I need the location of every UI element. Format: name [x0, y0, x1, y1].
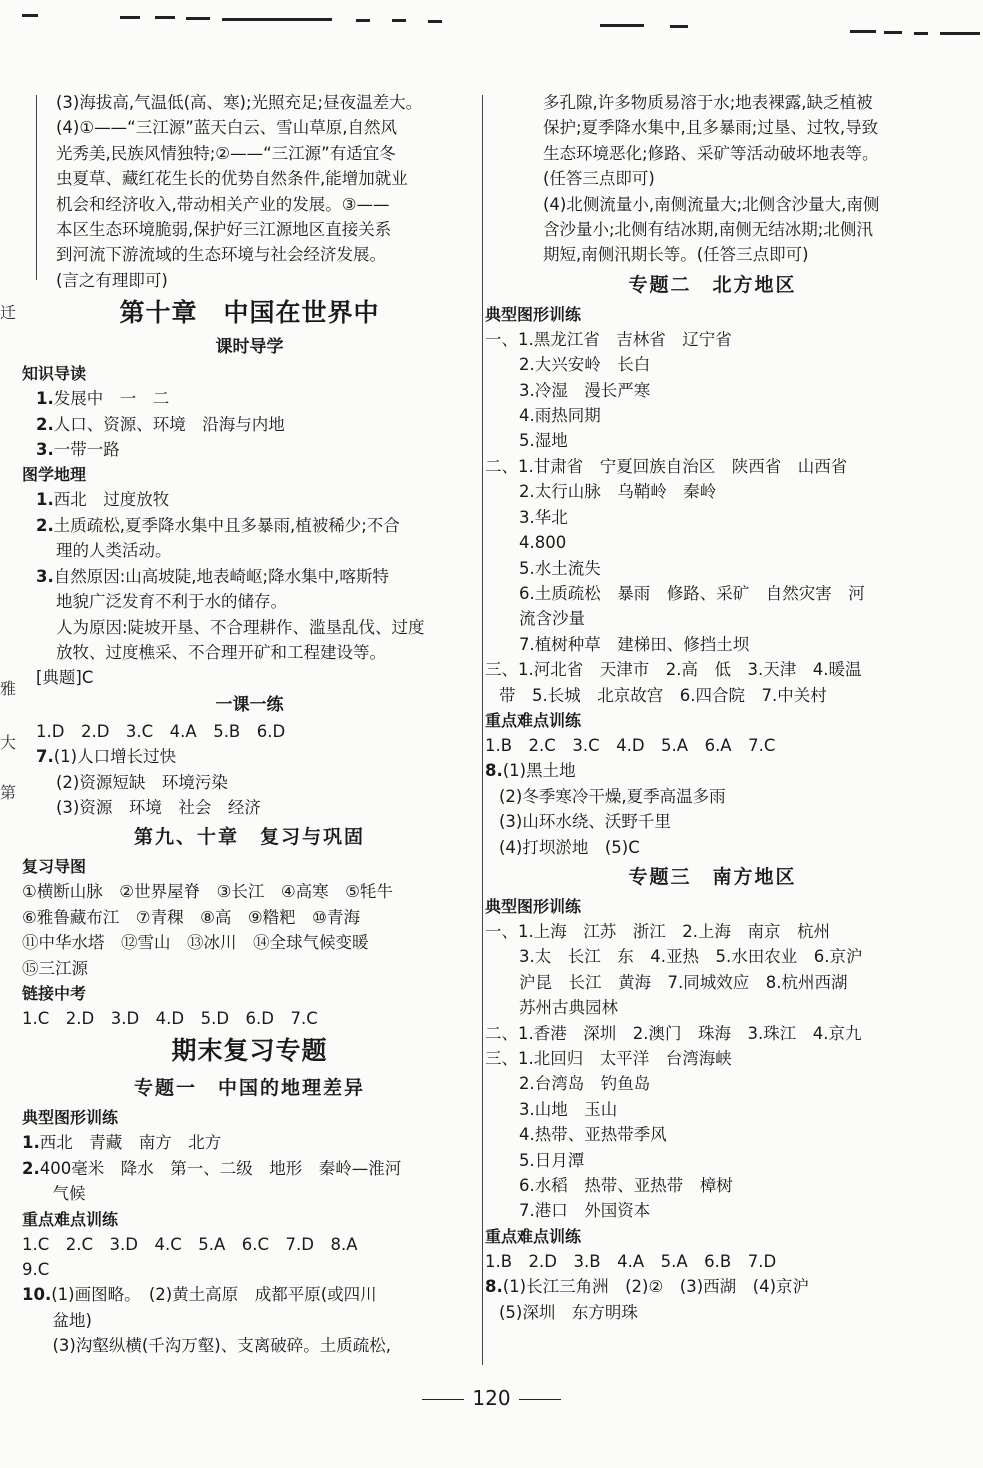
- top-dash: [884, 31, 902, 34]
- answer-text: 3.太 长江 东 4.亚热 5.水田农业 6.京沪: [519, 947, 863, 967]
- answer-line: [22, 242, 477, 267]
- chapter-title: 期末复习专题: [171, 1036, 328, 1066]
- answer-line: [485, 1021, 940, 1046]
- answer-line: [485, 1097, 940, 1122]
- answer-line: [485, 581, 940, 606]
- answer-line: [22, 564, 477, 589]
- answer-text: (3)山环水绕、沃野千里: [499, 812, 671, 832]
- answer-line: [485, 1122, 940, 1147]
- answer-text: (1)长江三角洲 (2)② (3)西湖 (4)京沪: [502, 1277, 810, 1297]
- answer-line: [22, 930, 477, 955]
- answer-text: 一带一路: [53, 440, 120, 460]
- answer-line: [485, 1300, 940, 1325]
- section-heading: 典型图形训练: [22, 1108, 119, 1128]
- answer-line: [22, 1282, 477, 1307]
- answer-line: [485, 115, 940, 140]
- answer-line: [485, 1198, 940, 1223]
- right-column: [485, 90, 940, 1325]
- item-number: 8.: [485, 1277, 503, 1297]
- answer-text: 一、1.黑龙江省 吉林省 辽宁省: [485, 329, 732, 349]
- answer-line: [485, 995, 940, 1020]
- answer-line: [22, 115, 477, 140]
- top-dash: [428, 20, 442, 23]
- top-dash: [356, 19, 370, 22]
- topic-title: 专题二 北方地区: [628, 273, 797, 296]
- answer-line: [22, 744, 477, 769]
- answer-line: [485, 378, 940, 403]
- answer-line: [485, 479, 940, 504]
- answer-line: [485, 632, 940, 657]
- answer-line: [22, 1333, 477, 1358]
- answer-text: 3.华北: [519, 507, 568, 527]
- answer-text: 生态环境恶化;修路、采矿等活动破坏地表等。: [543, 143, 879, 163]
- answer-text: 1.B 2.C 3.C 4.D 5.A 6.A 7.C: [485, 735, 776, 755]
- answer-line: [22, 719, 477, 744]
- answer-text: 光秀美,民族风情独特;②——“三江源”有适宜冬: [56, 143, 396, 163]
- answer-text: (5)深圳 东方明珠: [499, 1302, 638, 1322]
- answer-text: 1.C 2.D 3.D 4.D 5.D 6.D 7.C: [22, 1008, 318, 1028]
- top-dash: [186, 17, 210, 20]
- section-heading: 典型图形训练: [485, 304, 582, 324]
- margin-char: 大: [0, 733, 17, 752]
- answer-line: [22, 615, 477, 640]
- section-heading: 典型图形训练: [485, 896, 582, 916]
- top-dash: [670, 25, 688, 28]
- answer-text: 1.D 2.D 3.C 4.A 5.B 6.D: [36, 721, 286, 741]
- answer-line: [22, 1006, 477, 1031]
- section-heading: 知识导读: [22, 364, 87, 384]
- answer-line: [22, 386, 477, 411]
- answer-line: [22, 956, 477, 981]
- item-number: 8.: [485, 761, 503, 781]
- top-dash: [392, 19, 406, 22]
- answer-text: (1)人口增长过快: [53, 747, 177, 767]
- answer-text: 2.太行山脉 乌鞘岭 秦岭: [519, 482, 717, 502]
- answer-text: (4)打坝淤地 (5)C: [499, 837, 640, 857]
- answer-line: [485, 1249, 940, 1274]
- answer-text: (3)海拔高,气温低(高、寒);光照充足;昼夜温差大。: [56, 93, 423, 112]
- answer-text: 一、1.上海 江苏 浙江 2.上海 南京 杭州: [485, 921, 830, 941]
- answer-text: 盆地): [36, 1310, 92, 1330]
- answer-text: (4)①——“三江源”蓝天白云、雪山草原,自然风: [56, 118, 398, 138]
- answer-line: [485, 970, 940, 995]
- answer-line: [22, 217, 477, 242]
- section-heading: 重点难点训练: [22, 1209, 119, 1229]
- answer-line: [22, 665, 477, 690]
- item-number: 1.: [36, 389, 54, 409]
- answer-line: [22, 879, 477, 904]
- answer-text: 苏州古典园林: [519, 998, 618, 1018]
- top-dash: [155, 16, 175, 19]
- top-dash: [22, 14, 38, 17]
- answer-line: [485, 683, 940, 708]
- item-number: 1.: [22, 1133, 40, 1153]
- margin-char: 雅: [0, 679, 17, 698]
- answer-text: 1.C 2.C 3.D 4.C 5.A 6.C 7.D 8.A: [22, 1234, 358, 1254]
- top-dash: [222, 18, 332, 21]
- answer-text: 期短,南侧汛期长等。(任答三点即可): [543, 245, 809, 265]
- answer-text: 三、1.河北省 天津市 2.高 低 3.天津 4.暖温: [485, 660, 862, 680]
- item-number: 10.: [22, 1285, 52, 1305]
- subsection-title: 一课一练: [215, 694, 284, 715]
- answer-text: 沪昆 长江 黄海 7.同城效应 8.杭州西湖: [519, 972, 848, 992]
- answer-line: [485, 657, 940, 682]
- answer-text: 4.800: [519, 533, 567, 553]
- column-rule-middle: [482, 95, 483, 1365]
- margin-char: 迁: [0, 303, 17, 322]
- section-heading: 链接中考: [22, 983, 87, 1003]
- top-dash: [914, 32, 928, 35]
- answer-text: 400毫米 降水 第一、二级 地形 秦岭—淮河: [39, 1158, 402, 1178]
- answer-line: [22, 1308, 477, 1333]
- answer-line: [22, 538, 477, 563]
- top-dash: [600, 24, 644, 27]
- answer-text: 机会和经济收入,带动相关产业的发展。③——: [56, 194, 390, 214]
- top-dash: [120, 16, 140, 19]
- answer-line: [485, 1071, 940, 1096]
- item-number: 2.: [36, 414, 54, 434]
- answer-text: 3.山地 玉山: [519, 1099, 618, 1119]
- answer-line: [485, 809, 940, 834]
- answer-line: [22, 1232, 477, 1257]
- answer-text: 三、1.北回归 太平洋 台湾海峡: [485, 1049, 732, 1068]
- answer-text: 5.日月潭: [519, 1150, 585, 1170]
- answer-text: 7.植树种草 建梯田、修挡土坝: [519, 634, 750, 654]
- answer-line: [22, 770, 477, 795]
- answer-text: 二、1.香港 深圳 2.澳门 珠海 3.珠江 4.京九: [485, 1023, 862, 1043]
- page-number: [0, 1386, 983, 1410]
- page-number-rule: [422, 1399, 464, 1400]
- answer-line: [485, 733, 940, 758]
- answer-line: [485, 217, 940, 242]
- answer-text: 到河流下游流域的生态环境与社会经济发展。: [56, 245, 386, 265]
- answer-line: [22, 166, 477, 191]
- answer-line: [485, 556, 940, 581]
- answer-text: 流含沙量: [519, 609, 585, 629]
- answer-text: 本区生态环境脆弱,保护好三江源地区直接关系: [56, 220, 392, 240]
- answer-line: [22, 513, 477, 538]
- answer-text: ⑪中华水塔 ⑫雪山 ⑬冰川 ⑭全球气候变暖: [22, 933, 369, 953]
- answer-line: [22, 412, 477, 437]
- answer-text: 5.湿地: [519, 431, 568, 451]
- answer-text: 5.水土流失: [519, 558, 601, 578]
- answer-text: 6.水稻 热带、亚热带 樟树: [519, 1176, 733, 1196]
- answer-line: [485, 90, 940, 115]
- answer-line: [22, 437, 477, 462]
- answer-line: [22, 640, 477, 665]
- answer-text: 地貌广泛发育不利于水的储存。: [56, 592, 287, 612]
- answer-text: 人为原因:陡坡开垦、不合理耕作、滥垦乱伐、过度: [56, 617, 425, 637]
- answer-text: 9.C: [22, 1260, 50, 1279]
- item-number: 3.: [36, 440, 54, 460]
- answer-text: (言之有理即可): [56, 270, 168, 290]
- answer-text: 3.冷湿 漫长严寒: [519, 380, 651, 400]
- answer-line: [22, 1130, 477, 1155]
- answer-text: 西北 青藏 南方 北方: [39, 1133, 222, 1153]
- top-dash: [850, 30, 876, 33]
- item-number: 1.: [36, 490, 54, 510]
- answer-text: 2.台湾岛 钓鱼岛: [519, 1074, 651, 1094]
- section-heading: 重点难点训练: [485, 1226, 582, 1246]
- subsection-title: 课时导学: [215, 337, 284, 358]
- answer-line: [485, 919, 940, 944]
- item-number: 7.: [36, 747, 54, 767]
- answer-text: 2.大兴安岭 长白: [519, 355, 651, 375]
- answer-text: (3)资源 环境 社会 经济: [56, 797, 261, 817]
- answer-line: [485, 166, 940, 191]
- answer-text: (2)冬季寒冷干燥,夏季高温多雨: [499, 786, 726, 806]
- answer-text: 7.港口 外国资本: [519, 1201, 651, 1221]
- answer-text: 人口、资源、环境 沿海与内地: [53, 414, 285, 434]
- item-number: 2.: [22, 1158, 40, 1178]
- section-heading: 复习导图: [22, 857, 87, 877]
- answer-text: ①横断山脉 ②世界屋脊 ③长江 ④高寒 ⑤牦牛: [22, 882, 393, 902]
- topic-title: 专题一 中国的地理差异: [133, 1077, 365, 1100]
- answer-line: [22, 589, 477, 614]
- answer-text: 二、1.甘肃省 宁夏回族自治区 陕西省 山西省: [485, 456, 848, 476]
- answer-text: 6.土质疏松 暴雨 修路、采矿 自然灾害 河: [519, 583, 865, 603]
- page-number-rule: [519, 1399, 561, 1400]
- answer-text: (4)北侧流量小,南侧流量大;北侧含沙量大,南侧: [543, 194, 880, 214]
- answer-line: [485, 428, 940, 453]
- answer-text: 4.雨热同期: [519, 406, 601, 426]
- answer-text: 西北 过度放牧: [53, 490, 170, 510]
- answer-text: (1)画图略。 (2)黄土高原 成都平原(或四川: [51, 1285, 377, 1305]
- margin-char: 第: [0, 783, 17, 802]
- answer-text: 虫夏草、藏红花生长的优势自然条件,能增加就业: [56, 169, 408, 189]
- answer-text: 放牧、过度樵采、不合理开矿和工程建设等。: [56, 642, 386, 662]
- answer-line: [22, 1257, 477, 1282]
- answer-text: 气候: [36, 1184, 86, 1204]
- topic-title: 专题三 南方地区: [628, 865, 797, 888]
- answer-line: [485, 606, 940, 631]
- item-number: 3.: [36, 566, 54, 586]
- page-number-text: 120: [472, 1386, 511, 1410]
- answer-line: [485, 1148, 940, 1173]
- answer-line: [485, 505, 940, 530]
- answer-line: [485, 454, 940, 479]
- answer-line: [485, 1046, 940, 1071]
- answer-line: [485, 242, 940, 267]
- answer-text: (3)沟壑纵横(千沟万壑)、支离破碎。土质疏松,: [36, 1336, 391, 1356]
- answer-text: 多孔隙,许多物质易溶于水;地表裸露,缺乏植被: [543, 93, 873, 112]
- answer-line: [485, 1274, 940, 1299]
- section-heading: 重点难点训练: [485, 710, 582, 730]
- answer-line: [485, 1173, 940, 1198]
- answer-line: [485, 530, 940, 555]
- answer-text: 保护;夏季降水集中,且多暴雨;过垦、过牧,导致: [543, 118, 879, 138]
- answer-line: [485, 192, 940, 217]
- answer-text: ⑮三江源: [22, 958, 88, 978]
- answer-text: 1.B 2.D 3.B 4.A 5.A 6.B 7.D: [485, 1251, 777, 1271]
- answer-line: [485, 327, 940, 352]
- answer-text: 含沙量小;北侧有结冰期,南侧无结冰期;北侧汛: [543, 220, 873, 240]
- left-column: [22, 90, 477, 1359]
- answer-line: [485, 944, 940, 969]
- answer-line: [485, 835, 940, 860]
- answer-text: 自然原因:山高坡陡,地表崎岖;降水集中,喀斯特: [53, 566, 389, 586]
- answer-text: ⑥雅鲁藏布江 ⑦青稞 ⑧高 ⑨糌粑 ⑩青海: [22, 907, 360, 927]
- answer-text: [典题]C: [36, 668, 94, 688]
- answer-text: (2)资源短缺 环境污染: [56, 772, 228, 792]
- section-heading: 图学地理: [22, 465, 87, 485]
- item-number: 2.: [36, 515, 54, 535]
- answer-line: [22, 795, 477, 820]
- answer-line: [485, 141, 940, 166]
- answer-text: 4.热带、亚热带季风: [519, 1125, 667, 1145]
- answer-line: [485, 784, 940, 809]
- answer-text: 发展中 一 二: [53, 389, 170, 409]
- answer-text: 土质疏松,夏季降水集中且多暴雨,植被稀少;不合: [53, 515, 400, 535]
- top-dash: [940, 32, 980, 35]
- answer-line: [22, 90, 477, 115]
- answer-line: [22, 268, 477, 293]
- answer-line: [22, 905, 477, 930]
- answer-line: [485, 352, 940, 377]
- chapter-title: 第十章 中国在世界中: [119, 298, 380, 328]
- answer-line: [22, 487, 477, 512]
- answer-text: 理的人类活动。: [56, 541, 172, 561]
- answer-line: [22, 1156, 477, 1181]
- topic-title: 第九、十章 复习与巩固: [133, 826, 365, 849]
- answer-line: [22, 1181, 477, 1206]
- answer-line: [22, 141, 477, 166]
- answer-line: [22, 192, 477, 217]
- answer-text: (任答三点即可): [543, 169, 655, 189]
- answer-line: [485, 758, 940, 783]
- answer-text: (1)黑土地: [502, 761, 576, 781]
- answer-text: 带 5.长城 北京故宫 6.四合院 7.中关村: [499, 685, 827, 705]
- answer-line: [485, 403, 940, 428]
